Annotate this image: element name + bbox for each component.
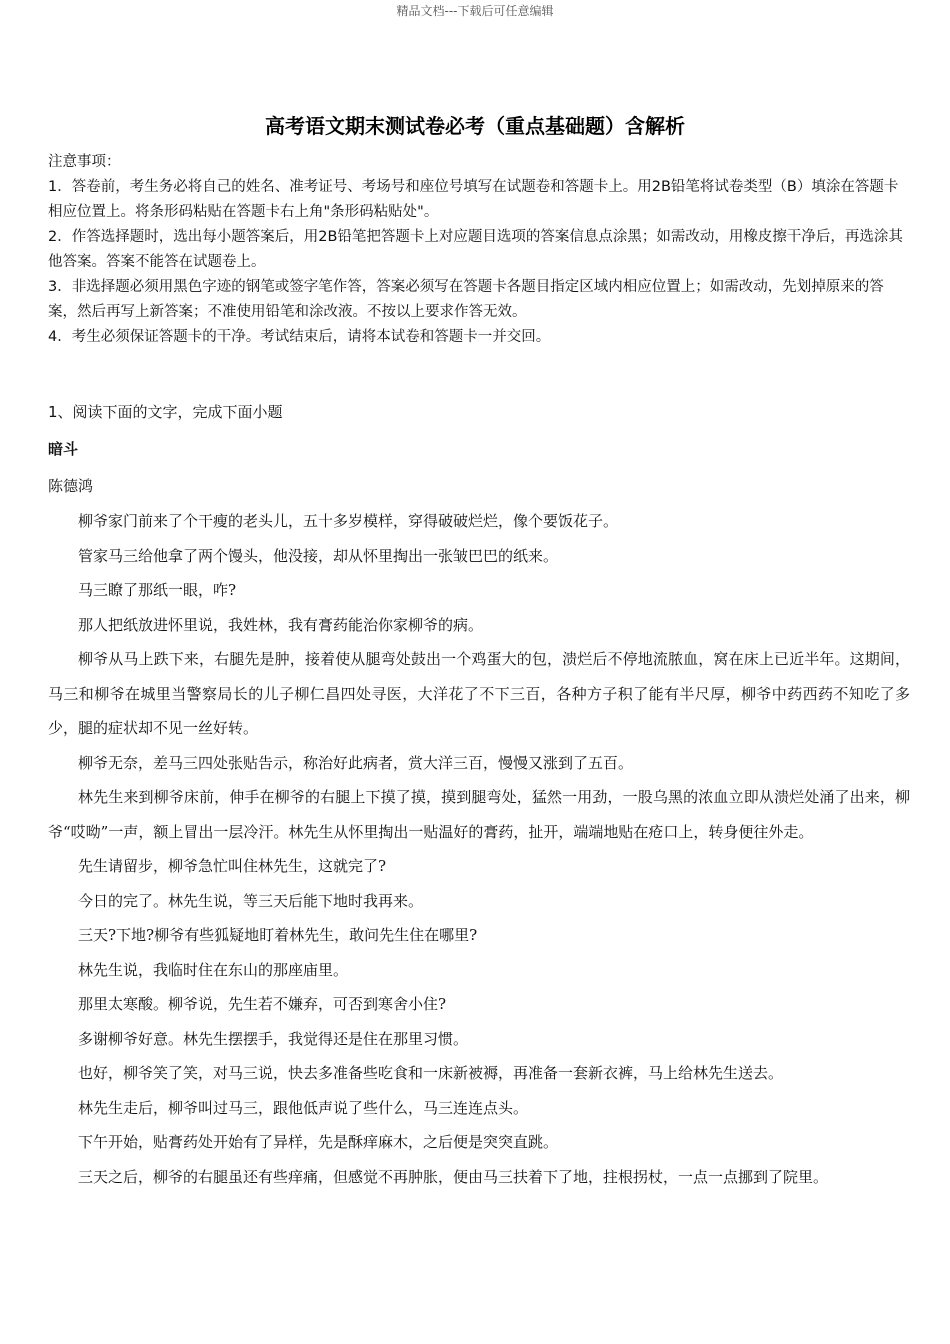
story-paragraph: 林先生来到柳爷床前，伸手在柳爷的右腿上下摸了摸，摸到腿弯处，猛然一用劲，一股乌黑的浓血立即从溃烂处涌了出来，柳爷“哎呦”一声，额上冒出一层冷汗。林先生从怀里掏出一贴温好的膏药，扯开，端端地贴在疮口上，转身便往外走。 [48, 788, 910, 841]
notice-heading: 注意事项： [48, 154, 121, 170]
story-body [48, 504, 910, 1194]
notice-item: 3．非选择题必须用黑色字迹的钢笔或签字笔作答，答案必须写在答题卡各题目指定区域内相应位置上；如需改动，先划掉原来的答案，然后再写上新答案；不准使用铅笔和涂改液。不按以上要求作答无效。 [48, 279, 884, 320]
story-paragraph: 管家马三给他拿了两个馒头，他没接，却从怀里掏出一张皱巴巴的纸来。 [78, 546, 559, 565]
story-paragraph: 下午开始，贴膏药处开始有了异样，先是酥痒麻木，之后便是突突直跳。 [78, 1133, 559, 1151]
question-prompt: 1、阅读下面的文字，完成下面小题 [48, 403, 283, 421]
story-paragraph: 三天之后，柳爷的右腿虽还有些痒痛，但感觉不再肿胀，便由马三扶着下了地，拄根拐杖，一点一点挪到了院里。 [78, 1167, 829, 1186]
notice-item: 4．考生必须保证答题卡的干净。考试结束后，请将本试卷和答题卡一并交回。 [48, 329, 551, 345]
story-author: 陈德鸿 [48, 477, 94, 495]
story-paragraph: 林先生说，我临时住在东山的那座庙里。 [78, 960, 349, 979]
story-paragraph: 柳爷无奈，差马三四处张贴告示，称治好此病者，赏大洋三百，慢慢又涨到了五百。 [78, 753, 634, 772]
story-title: 暗斗 [48, 440, 79, 458]
page-header-note: 精品文档---下载后可任意编辑 [396, 4, 554, 18]
story-paragraph: 多谢柳爷好意。林先生摆摆手，我觉得还是住在那里习惯。 [78, 1029, 469, 1048]
story-paragraph: 柳爷家门前来了个干瘦的老头儿，五十多岁模样，穿得破破烂烂，像个要饭花子。 [78, 512, 619, 530]
notice-section [48, 150, 910, 350]
story-paragraph: 那人把纸放进怀里说，我姓林，我有膏药能治你家柳爷的病。 [78, 615, 484, 634]
story-paragraph: 那里太寒酸。柳爷说，先生若不嫌弃，可否到寒舍小住? [78, 995, 447, 1013]
question-header [48, 402, 910, 513]
story-paragraph: 先生请留步，柳爷急忙叫住林先生，这就完了? [78, 857, 387, 875]
story-paragraph: 也好，柳爷笑了笑，对马三说，快去多准备些吃食和一床新被褥，再准备一套新衣裤，马上给林先生送去。 [78, 1064, 784, 1082]
story-paragraph: 马三瞭了那纸一眼，咋? [78, 581, 237, 599]
story-paragraph: 林先生走后，柳爷叫过马三，跟他低声说了些什么，马三连连点头。 [78, 1098, 529, 1117]
story-paragraph: 三天?下地?柳爷有些狐疑地盯着林先生，敢问先生住在哪里? [78, 926, 478, 944]
notice-item: 2．作答选择题时，选出每小题答案后，用2B铅笔把答题卡上对应题目选项的答案信息点涂黑；如需改动，用橡皮擦干净后，再选涂其他答案。答案不能答在试题卷上。 [48, 229, 903, 270]
story-paragraph: 柳爷从马上跌下来，右腿先是肿，接着使从腿弯处鼓出一个鸡蛋大的包，溃烂后不停地流脓血，窝在床上已近半年。这期间，马三和柳爷在城里当警察局长的儿子柳仁昌四处寻医，大洋花了不下三百，各种方子积了能有半尺厚，柳爷中药西药不知吃了多少，腿的症状却不见一丝好转。 [48, 650, 910, 737]
document-title: 高考语文期末测试卷必考（重点基础题）含解析 [265, 114, 685, 138]
story-paragraph: 今日的完了。林先生说，等三天后能下地时我再来。 [78, 891, 424, 910]
notice-item: 1．答卷前，考生务必将自己的姓名、准考证号、考场号和座位号填写在试题卷和答题卡上。用2B铅笔将试卷类型（B）填涂在答题卡相应位置上。将条形码粘贴在答题卡右上角"条形码粘贴处"。 [48, 179, 899, 220]
